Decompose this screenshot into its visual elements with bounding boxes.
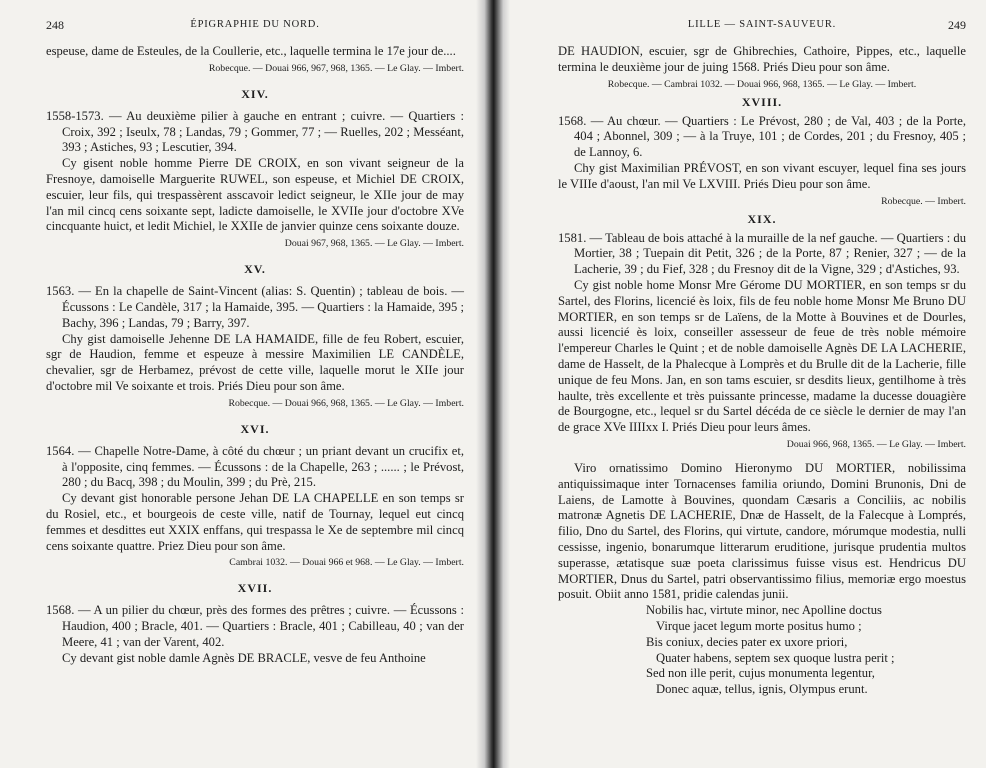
inscription-text: Cy devant gist noble damle Agnès DE BRACLE, vesve de feu Anthoine <box>62 650 426 665</box>
running-header <box>46 18 464 36</box>
section-heading: XIV. <box>241 86 269 101</box>
entry-header: 1568. — A un pilier du chœur, près des formes des prêtres ; cuivre. — Écussons : Haudion, 400 ; Bracle, 401. — Quartiers : Bracle, 401 ; Cabilleau, 40 ; van der Meere, 41 ; van der Varent, 402. <box>46 603 464 649</box>
running-title: ÉPIGRAPHIE DU NORD. <box>190 19 320 30</box>
entry-header: 1581. — Tableau de bois attaché à la muraille de la nef gauche. — Quartiers : du Mortier, 38 ; Tuepain dit Petit, 326 ; de la Porte, 87 ; Renier, 327 ; — de la Lacherie, 39 ; du Fief, 328 ; du Fresnoy dit de la Vigne, 329 ; d'Astiches, 93. <box>558 230 966 277</box>
latin-epitaph: Viro ornatissimo Domino Hieronymo DU MORTIER, nobilissima antiquissimaque inter Tornacenses familia oriundo, Domini Brunonis, Dni de Laiens, de Lamotte à Bouvines, quondam Cæsaris a Conciliis, ac nobilis matronæ Agnetis DE LACHERIE, Dnæ de Hasselt, de la Falecque à Lomprés, filio, Dno du Sartel, des Florins, qui virtute, candore, mórumque modestia, nulli cessisse, ingenio, bonarumque litterarum eruditione, jurisque prudentia multos superasse, ætatisque suæ poeta clarissimus fuisse visus est. Hendricus DU MORTIER, Dnus du Sartel, patri observantissimo filius, memoriæ ergo moestus posuit. Obiit anno 1581, pridie calendas junii. <box>558 460 966 602</box>
verse-block <box>558 603 966 698</box>
verse-line: Quater habens, septem sex quoque lustra perit ; <box>656 650 895 665</box>
section-heading: XIX. <box>747 211 777 226</box>
source-citation: Cambrai 1032. — Douai 966 et 968. — Le Glay. — Imbert. <box>229 557 464 569</box>
inscription-text: Cy devant gist honorable persone Jehan DE LA CHAPELLE en son temps sr du Rosiel, etc., et bourgeois de ceste ville, natif de Tournay, lequel eut cincq femmes et desdittes eut XXIX enffans, qui trespassa le Xe de septembre mil cincq cens soixante quattre. Priez Dieu pour son âme. <box>46 491 464 553</box>
section-heading: XV. <box>244 262 266 277</box>
source-citation: Robecque. — Cambrai 1032. — Douai 966, 968, 1365. — Le Glay. — Imbert. <box>607 78 917 90</box>
source-citation: Douai 967, 968, 1365. — Le Glay. — Imbert. <box>284 238 464 250</box>
spacer <box>558 451 966 461</box>
section-heading: XVI. <box>240 421 270 436</box>
verse-line: Sed non ille perit, cujus monumenta legentur, <box>646 666 875 681</box>
source-citation: Robecque. — Douai 966, 967, 968, 1365. — Le Glay. — Imbert. <box>208 62 464 74</box>
entry-header: 1564. — Chapelle Notre-Dame, à côté du chœur ; un priant devant un crucifix et, à l'opposite, cinq femmes. — Écussons : de la Chapelle, 263 ; ...... ; le Prévost, 280 ; du Bacq, 398 ; du Moulin, 399 ; du Prè, 215. <box>46 443 464 490</box>
continuation-text: DE HAUDION, escuier, sgr de Ghibrechies, Cathoire, Pippes, etc., laquelle termina le deuxième jour de juing 1568. Priés Dieu pour son âme. <box>558 44 966 74</box>
section-heading: XVIII. <box>741 94 783 109</box>
inscription-text: Chy gist damoiselle Jehenne DE LA HAMAIDE, fille de feu Robert, escuier, sgr de Haudion, femme et espeuze à messire Maximilien LE CANDÈLE, chevalier, sgr de Herbamez, prévost de cette ville, laquelle morut le XIIe jour d'octobre mil Ve soixante et trois. Priés Dieu pour son âme. <box>46 331 464 393</box>
inscription-text: Cy gisent noble homme Pierre DE CROIX, en son vivant seigneur de la Fresnoye, damoiselle Marguerite RUWEL, son espeuse, et Michiel DE CROIX, escuier, leur fils, qui trespassèrent asscavoir ledict seigneur, le XIIe jour de may l'an mil cincq cens soixante sept, ladicte damoiselle, le XVIIe jour d'octobre XVe cincquante huict, et ledit Michiel, le XXIIe de janvier quinze cens soixante douze. <box>46 156 464 234</box>
source-citation: Robecque. — Douai 966, 968, 1365. — Le Glay. — Imbert. <box>228 397 464 409</box>
inscription-text: Chy gist Maximilian PRÉVOST, en son vivant escuyer, lequel fina ses jours le VIIIe d'aoust, l'an mil Ve LXVIII. Priés Dieu pour son âme. <box>558 160 966 191</box>
running-title: LILLE — SAINT-SAUVEUR. <box>687 19 837 30</box>
entry-header: 1563. — En la chapelle de Saint-Vincent (alias: S. Quentin) ; tableau de bois. — Écussons : Le Candèle, 317 ; la Hamaide, 395. — Quartiers : la Hamaide, 395 ; Bachy, 396 ; Landas, 79 ; Barry, 397. <box>46 284 464 330</box>
left-page <box>0 0 482 768</box>
inscription-text: Cy gist noble home Monsr Mre Gérome DU MORTIER, en son temps sr du Sartel, des Florins, licencié ès loix, fils de feu noble home Monsr Me Bruno DU MORTIER, en son temps sr de Laïens, de la Motte à Bouvines et de Dourles, aussi licencié ès loix, conseiller assesseur de feue de très noble mémoire l'empereur Charles le Quint ; et de noble damoiselle Agnès DE LA LACHERIE, dame de Hasselt, de la Phalecque à Lomprès et du Brulle dit de la Lacherie, fille unique de feu Mons. Jan, en son tams escuier, sr desdits lieux, gentilhome à très haulte, très excellente et très puissante princesse, madame la ducesse douagière de Bourgogne, etc., lequel sr du Sartel décéda de ce siècle le dernier de may l'an de grace XVe IIIIxx I. Priés Dieu pour leurs âmes. <box>558 277 966 435</box>
entry-header: 1568. — Au chœur. — Quartiers : Le Prévost, 280 ; de Val, 403 ; de la Porte, 404 ; Abonnel, 309 ; — à la Truye, 101 ; de Cordes, 201 ; du Fresnoy, 405 ; de Lannoy, 6. <box>558 113 966 160</box>
section-heading: XVII. <box>237 581 273 596</box>
verse-line: Nobilis hac, virtute minor, nec Apolline doctus <box>646 603 882 618</box>
running-header <box>558 18 966 36</box>
source-citation: Robecque. — Imbert. <box>881 195 966 207</box>
source-citation: Douai 966, 968, 1365. — Le Glay. — Imbert. <box>786 438 966 450</box>
verse-line: Virque jacet legum morte positus humo ; <box>656 618 862 633</box>
page-number: 248 <box>46 18 64 32</box>
page-number: 249 <box>948 18 966 32</box>
right-page <box>500 0 986 768</box>
verse-line: Bis coniux, decies pater ex uxore priori, <box>646 634 848 649</box>
continuation-text: espeuse, dame de Esteules, de la Coullerie, etc., laquelle termina le 17e jour de.... <box>46 44 456 58</box>
verse-line: Donec aquæ, tellus, ignis, Olympus erunt. <box>656 682 868 697</box>
entry-header: 1558-1573. — Au deuxième pilier à gauche en entrant ; cuivre. — Quartiers : Croix, 392 ; Iseulx, 78 ; Landas, 79 ; Gommer, 77 ; — Ruelles, 202 ; Messéant, 393 ; Astiches, 93 ; Lescutier, 394. <box>46 108 464 155</box>
